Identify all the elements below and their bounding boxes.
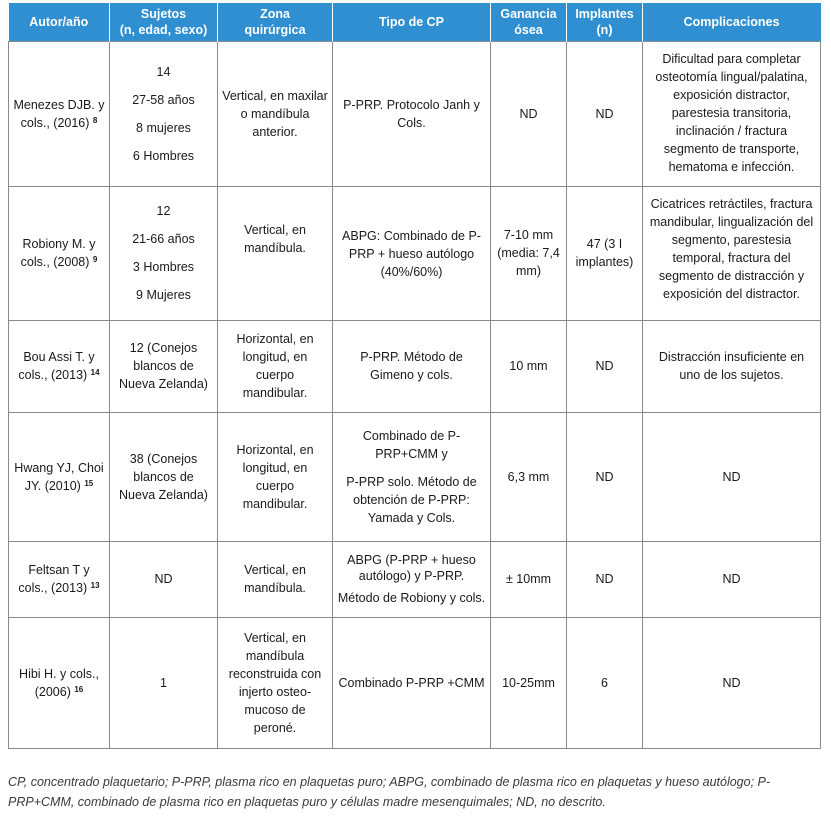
- header-cp-type: Tipo de CP: [333, 3, 491, 41]
- author-cell: Menezes DJB. y cols., (2016) $^8$: [9, 41, 110, 186]
- zone-cell: Vertical, en mandíbula.: [218, 541, 333, 617]
- zone-cell: Horizontal, en longitud, en cuerpo mandibular.: [218, 412, 333, 541]
- author-cell: Feltsan T y cols., (2013) $^{13}$: [9, 541, 110, 617]
- complications-cell: Cicatrices retráctiles, fractura mandibular, lingualización del segmento, parestesia temporal, fractura del segmento de distracción y exposición del distractor.: [643, 186, 821, 320]
- cp-type-cell: P-PRP. Método de Gimeno y cols.: [333, 320, 491, 412]
- author-cell: Hwang YJ, Choi JY. (2010) $^{15}$: [9, 412, 110, 541]
- header-complications: Complicaciones: [643, 3, 821, 41]
- bone-gain-cell: 10-25mm: [491, 617, 567, 748]
- subjects-cell: 38 (Conejos blancos de Nueva Zelanda): [110, 412, 218, 541]
- cp-type-cell: Combinado P-PRP +CMM: [333, 617, 491, 748]
- implants-cell: 6: [567, 617, 643, 748]
- zone-cell: Vertical, en mandíbula.: [218, 186, 333, 320]
- complications-cell: ND: [643, 412, 821, 541]
- bone-gain-cell: 6,3 mm: [491, 412, 567, 541]
- subjects-cell: 12 21-66 años 3 Hombres 9 Mujeres: [110, 186, 218, 320]
- header-row: [9, 3, 821, 41]
- author-cell: Hibi H. y cols., (2006) $^{16}$: [9, 617, 110, 748]
- complications-cell: ND: [643, 617, 821, 748]
- table-row: [9, 41, 821, 186]
- cp-type-cell: P-PRP. Protocolo Janh y Cols.: [333, 41, 491, 186]
- bone-gain-cell: ND: [491, 41, 567, 186]
- implants-cell: ND: [567, 41, 643, 186]
- table-row: [9, 541, 821, 617]
- cp-type-cell: ABPG (P-PRP + hueso autólogo) y P-PRP. Método de Robiony y cols.: [333, 541, 491, 617]
- header-zone: Zona quirúrgica: [218, 3, 333, 41]
- cp-type-cell: ABPG: Combinado de P-PRP + hueso autólogo (40%/60%): [333, 186, 491, 320]
- table-row: [9, 320, 821, 412]
- header-author: Autor/año: [9, 3, 110, 41]
- complications-cell: ND: [643, 541, 821, 617]
- bone-gain-cell: 7-10 mm (media: 7,4 mm): [491, 186, 567, 320]
- bone-gain-cell: ± 10mm: [491, 541, 567, 617]
- cp-type-cell: Combinado de P-PRP+CMM y P-PRP solo. Método de obtención de P-PRP: Yamada y Cols.: [333, 412, 491, 541]
- table-footnote: CP, concentrado plaquetario; P-PRP, plasma rico en plaquetas puro; ABPG, combinado de plasma rico en plaquetas y hueso autólogo; P-PRP+CMM, combinado de plasma rico en plaquetas puro y células madre mesenquimales; ND, no descrito.: [8, 775, 771, 809]
- author-cell: Robiony M. y cols., (2008) $^9$: [9, 186, 110, 320]
- implants-cell: ND: [567, 320, 643, 412]
- header-bone-gain: Ganancia ósea: [491, 3, 567, 41]
- table-row: [9, 186, 821, 320]
- zone-cell: Horizontal, en longitud, en cuerpo mandibular.: [218, 320, 333, 412]
- author-cell: Bou Assi T. y cols., (2013) $^{14}$: [9, 320, 110, 412]
- header-subjects: Sujetos (n, edad, sexo): [110, 3, 218, 41]
- header-implants: Implantes (n): [567, 3, 643, 41]
- bone-gain-cell: 10 mm: [491, 320, 567, 412]
- results-table: [8, 3, 821, 749]
- zone-cell: Vertical, en mandíbula reconstruida con injerto osteo-mucoso de peroné.: [218, 617, 333, 748]
- zone-cell: Vertical, en maxilar o mandíbula anterior.: [218, 41, 333, 186]
- implants-cell: ND: [567, 412, 643, 541]
- complications-cell: Distracción insuficiente en uno de los sujetos.: [643, 320, 821, 412]
- complications-cell: Dificultad para completar osteotomía lingual/palatina, exposición distractor, parestesia transitoria, inclinación / fractura segmento de transporte, hematoma e infección.: [643, 41, 821, 186]
- subjects-cell: 14 27-58 años 8 mujeres 6 Hombres: [110, 41, 218, 186]
- subjects-cell: ND: [110, 541, 218, 617]
- subjects-cell: 12 (Conejos blancos de Nueva Zelanda): [110, 320, 218, 412]
- subjects-cell: 1: [110, 617, 218, 748]
- table-row: [9, 617, 821, 748]
- implants-cell: ND: [567, 541, 643, 617]
- table-row: [9, 412, 821, 541]
- implants-cell: 47 (3 I implantes): [567, 186, 643, 320]
